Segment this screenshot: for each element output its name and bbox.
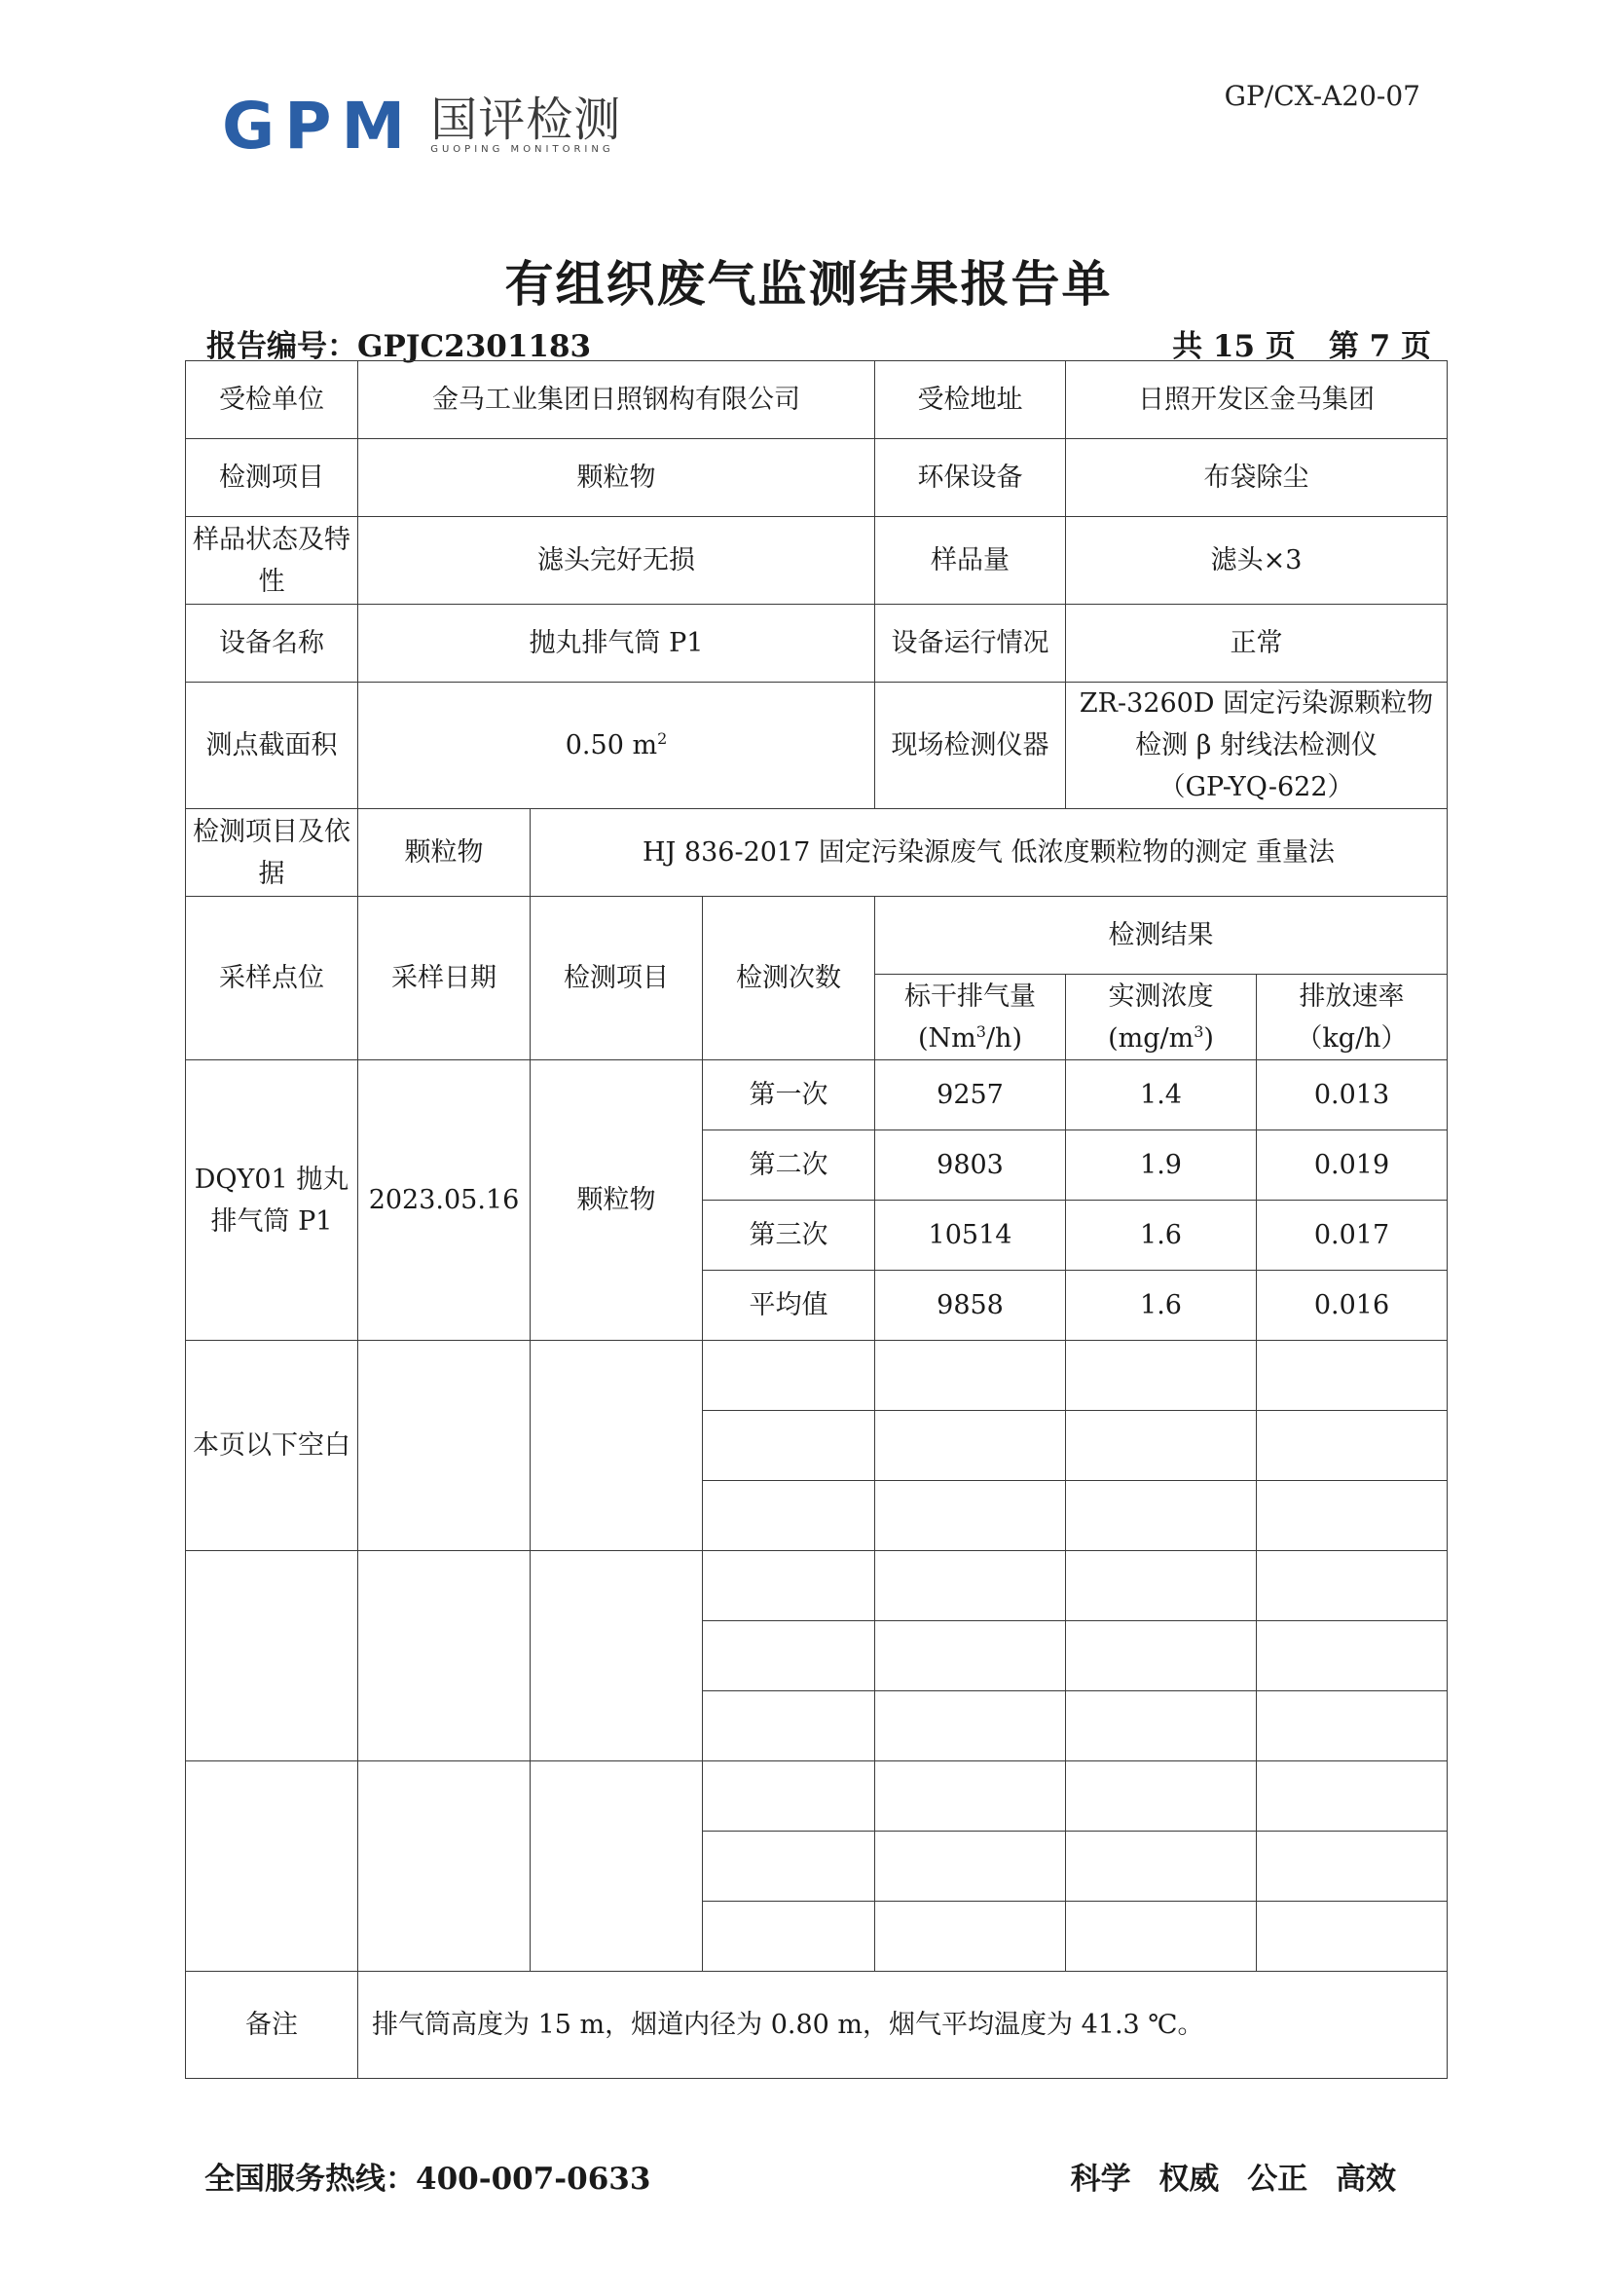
report-number: 报告编号：GPJC2301183	[206, 329, 592, 364]
operation-status-value: 正常	[1066, 605, 1448, 683]
blank-cell	[358, 1551, 531, 1761]
slogan-word: 科学	[1070, 2162, 1131, 2197]
sample-quantity-label: 样品量	[875, 517, 1066, 605]
device-name-value: 抛丸排气筒 P1	[358, 605, 875, 683]
page-indicator	[1139, 321, 1431, 365]
blank-cell	[531, 1551, 703, 1761]
col-sampling-date: 采样日期	[358, 897, 531, 1060]
report-title: 有组织废气监测结果报告单	[504, 255, 1113, 313]
sample-state-value: 滤头完好无损	[358, 517, 875, 605]
blank-row	[186, 1761, 1448, 1832]
blank-cell	[875, 1902, 1066, 1972]
rate-cell: 0.019	[1257, 1130, 1448, 1201]
blank-cell	[703, 1621, 875, 1691]
blank-cell	[875, 1551, 1066, 1621]
blank-cell	[1066, 1832, 1257, 1902]
equipment-label: 环保设备	[875, 439, 1066, 517]
monitoring-results-table	[185, 360, 1448, 2079]
test-item-value: 颗粒物	[358, 439, 875, 517]
blank-cell	[1257, 1691, 1448, 1761]
col-flow: 标干排气量 (Nm$^3$/h)	[875, 975, 1066, 1060]
operation-status-label: 设备运行情况	[875, 605, 1066, 683]
logo-english-name: GUOPING MONITORING	[430, 144, 614, 155]
blank-cell	[1066, 1691, 1257, 1761]
blank-row	[186, 1341, 1448, 1411]
device-name-label: 设备名称	[186, 605, 358, 683]
info-row-area	[186, 683, 1448, 809]
instrument-value: ZR-3260D 固定污染源颗粒物 检测 β 射线法检测仪 （GP-YQ-622）	[1066, 683, 1448, 809]
slogan-word: 公正	[1247, 2162, 1308, 2197]
blank-cell	[703, 1902, 875, 1972]
blank-cell	[531, 1761, 703, 1972]
address-label: 受检地址	[875, 361, 1066, 439]
blank-cell	[703, 1481, 875, 1551]
slogan-word: 权威	[1158, 2162, 1220, 2197]
times-cell: 第一次	[703, 1060, 875, 1130]
section-area-label: 测点截面积	[186, 683, 358, 809]
info-row-sample	[186, 517, 1448, 605]
times-cell: 第三次	[703, 1201, 875, 1271]
slogan	[1053, 2154, 1396, 2198]
blank-cell	[1066, 1761, 1257, 1832]
logo-chinese-name: 国评检测	[430, 93, 622, 147]
blank-cell	[703, 1761, 875, 1832]
info-row-device	[186, 605, 1448, 683]
rate-cell: 0.013	[1257, 1060, 1448, 1130]
inspected-unit-label: 受检单位	[186, 361, 358, 439]
table-row	[186, 1060, 1448, 1130]
blank-cell	[358, 1761, 531, 1972]
blank-row	[186, 1551, 1448, 1621]
sample-state-label: 样品状态及特性	[186, 517, 358, 605]
blank-cell	[703, 1551, 875, 1621]
flow-cell: 9858	[875, 1271, 1066, 1341]
blank-cell	[703, 1411, 875, 1481]
col-concentration: 实测浓度 $(mg/m^3)$	[1066, 975, 1257, 1060]
col-results-group: 检测结果	[875, 897, 1448, 975]
blank-cell	[1066, 1341, 1257, 1411]
service-hotline: 全国服务热线：400-007-0633	[204, 2162, 651, 2197]
basis-item: 颗粒物	[358, 809, 531, 897]
blank-cell	[703, 1691, 875, 1761]
rate-cell: 0.016	[1257, 1271, 1448, 1341]
blank-cell	[1257, 1551, 1448, 1621]
flow-cell: 9803	[875, 1130, 1066, 1201]
instrument-label: 现场检测仪器	[875, 683, 1066, 809]
remarks-text: 排气筒高度为 15 m，烟道内径为 0.80 m，烟气平均温度为 41.3 ℃。	[358, 1972, 1448, 2079]
report-number-line	[206, 321, 1431, 365]
basis-standard: HJ 836-2017 固定污染源废气 低浓度颗粒物的测定 重量法	[531, 809, 1448, 897]
blank-cell	[1257, 1832, 1448, 1902]
results-header-row-1	[186, 897, 1448, 975]
remarks-row	[186, 1972, 1448, 2079]
slogan-word: 高效	[1336, 2162, 1396, 2197]
blank-cell	[703, 1341, 875, 1411]
col-sampling-point: 采样点位	[186, 897, 358, 1060]
concentration-cell: 1.9	[1066, 1130, 1257, 1201]
info-row-basis	[186, 809, 1448, 897]
concentration-cell: 1.6	[1066, 1201, 1257, 1271]
blank-cell	[1257, 1761, 1448, 1832]
total-pages: 共 15 页	[1172, 329, 1296, 364]
flow-cell: 9257	[875, 1060, 1066, 1130]
blank-cell	[1257, 1902, 1448, 1972]
blank-cell	[531, 1341, 703, 1551]
blank-cell	[875, 1691, 1066, 1761]
times-cell: 平均值	[703, 1271, 875, 1341]
basis-label: 检测项目及依据	[186, 809, 358, 897]
blank-cell	[1066, 1551, 1257, 1621]
col-test-times: 检测次数	[703, 897, 875, 1060]
blank-cell	[1066, 1481, 1257, 1551]
blank-cell	[875, 1411, 1066, 1481]
blank-cell	[875, 1481, 1066, 1551]
blank-cell	[703, 1832, 875, 1902]
concentration-cell: 1.4	[1066, 1060, 1257, 1130]
test-item-result-value: 颗粒物	[531, 1060, 703, 1341]
blank-cell	[1066, 1411, 1257, 1481]
blank-cell	[875, 1832, 1066, 1902]
document-code: GP/CX-A20-07	[1224, 80, 1420, 112]
page-footer	[204, 2154, 1396, 2198]
remarks-label: 备注	[186, 1972, 358, 2079]
blank-cell	[875, 1761, 1066, 1832]
col-emission-rate: 排放速率 （kg/h）	[1257, 975, 1448, 1060]
company-logo	[222, 89, 622, 164]
blank-cell	[1257, 1621, 1448, 1691]
sample-quantity-value: 滤头×3	[1066, 517, 1448, 605]
blank-cell	[875, 1341, 1066, 1411]
blank-cell	[186, 1551, 358, 1761]
info-row-item	[186, 439, 1448, 517]
concentration-cell: 1.6	[1066, 1271, 1257, 1341]
sampling-date-value: 2023.05.16	[358, 1060, 531, 1341]
logo-letters: GPM	[222, 89, 416, 164]
blank-cell	[358, 1341, 531, 1551]
col-test-item: 检测项目	[531, 897, 703, 1060]
address-value: 日照开发区金马集团	[1066, 361, 1448, 439]
test-item-label: 检测项目	[186, 439, 358, 517]
blank-cell	[875, 1621, 1066, 1691]
times-cell: 第二次	[703, 1130, 875, 1201]
blank-cell	[1257, 1411, 1448, 1481]
equipment-value: 布袋除尘	[1066, 439, 1448, 517]
blank-cell	[186, 1761, 358, 1972]
sampling-point-value: DQY01 抛丸排气筒 P1	[186, 1060, 358, 1341]
info-row-unit	[186, 361, 1448, 439]
blank-cell	[1066, 1621, 1257, 1691]
flow-cell: 10514	[875, 1201, 1066, 1271]
blank-cell	[1257, 1341, 1448, 1411]
current-page: 第 7 页	[1328, 329, 1431, 364]
rate-cell: 0.017	[1257, 1201, 1448, 1271]
blank-cell	[1257, 1481, 1448, 1551]
blank-cell	[1066, 1902, 1257, 1972]
section-area-value: 0.50 $m^2$	[358, 683, 875, 809]
inspected-unit-value: 金马工业集团日照钢构有限公司	[358, 361, 875, 439]
blank-note: 本页以下空白	[186, 1341, 358, 1551]
